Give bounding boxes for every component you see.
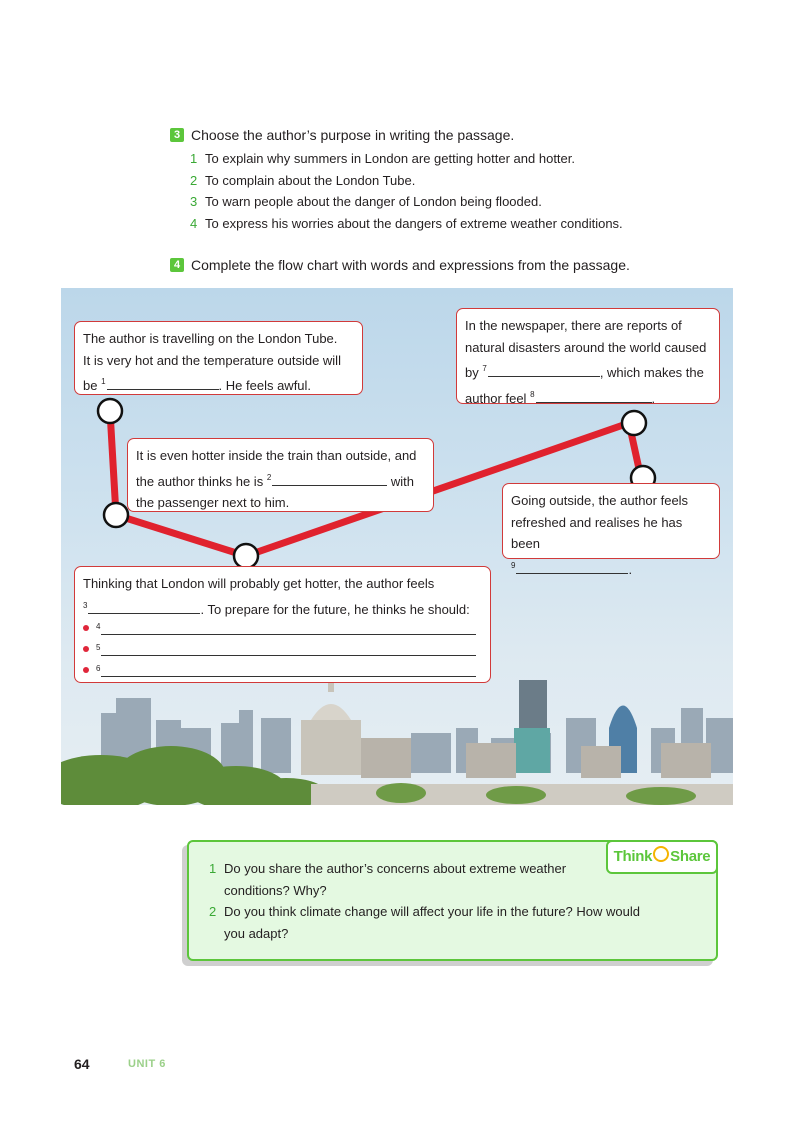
flow-box-4: In the newspaper, there are reports of natural disasters around the world caused by $^7$ , which makes the author feel $^8$ . <box>456 308 720 404</box>
flow-box-1: The author is travelling on the London Tube. It is very hot and the temperature outside will be $^1$ . He feels awful. <box>74 321 363 395</box>
exercise-4-instruction: Complete the flow chart with words and expressions from the passage. <box>191 257 630 273</box>
think-share-questions <box>209 858 640 944</box>
bullet-dot <box>83 667 89 673</box>
list-item: 1 Do you share the author’s concerns about extreme weather conditions? Why? <box>209 861 567 898</box>
bullet-dot <box>83 625 89 631</box>
option-item[interactable]: 1 To explain why summers in London are getting hotter and hotter. <box>190 151 575 166</box>
flow-node <box>104 503 128 527</box>
unit-label: UNIT 6 <box>128 1058 166 1070</box>
answer-blank-2[interactable] <box>272 471 387 486</box>
flow-node <box>234 544 258 568</box>
bullet-row: 4 <box>83 620 482 641</box>
list-item: 2 Do you think climate change will affect your life in the future? How would you adapt? <box>209 904 640 941</box>
option-item[interactable]: 2 To complain about the London Tube. <box>190 172 416 188</box>
page-number: 64 <box>74 1056 90 1072</box>
bullet-dot <box>83 646 89 652</box>
flow-node <box>622 411 646 435</box>
flow-node <box>98 399 122 423</box>
bullet-row: 6 <box>83 662 482 683</box>
flow-box-5: Going outside, the author feels refreshed and realises he has been $^9$ . <box>502 483 720 559</box>
exercise-3-heading <box>170 127 514 143</box>
option-item[interactable]: 4 To express his worries about the dangers of extreme weather conditions. <box>190 215 623 231</box>
exercise-4-heading <box>170 257 630 273</box>
lightbulb-icon <box>653 846 669 862</box>
exercise-number-badge: 4 <box>170 258 184 272</box>
dome-building <box>301 680 361 775</box>
exercise-3-instruction: Choose the author’s purpose in writing the passage. <box>191 127 515 143</box>
answer-blank-7[interactable] <box>488 362 600 377</box>
answer-blank-8[interactable] <box>536 388 652 403</box>
exercise-number-badge: 3 <box>170 128 184 142</box>
answer-blank-9[interactable] <box>516 559 628 574</box>
think-share-tab: Think Share <box>606 840 718 874</box>
answer-blank-1[interactable] <box>107 375 219 390</box>
flow-box-2: It is even hotter inside the train than outside, and the author thinks he is $^2$ with the passenger next to him. <box>127 438 434 512</box>
answer-blank-5[interactable] <box>101 655 476 656</box>
answer-blank-6[interactable] <box>101 676 476 677</box>
answer-blank-3[interactable] <box>88 599 200 614</box>
london-skyline-flowchart <box>61 288 733 805</box>
answer-blank-4[interactable] <box>101 634 476 635</box>
flow-box-3: Thinking that London will probably get hotter, the author feels $^3$ . To prepare for the future, he thinks he should: 4 5 6 <box>74 566 491 683</box>
think-share-panel <box>187 840 718 961</box>
bullet-row: 5 <box>83 641 482 662</box>
option-item[interactable]: 3 To warn people about the danger of London being flooded. <box>190 194 542 209</box>
exercise-3-options <box>190 148 623 234</box>
